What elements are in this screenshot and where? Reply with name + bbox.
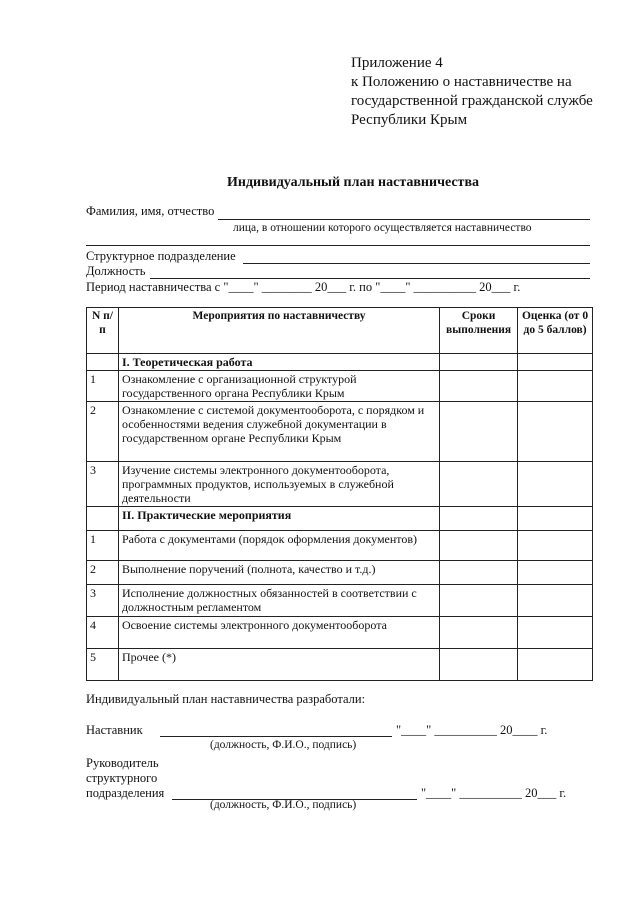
section-row (87, 507, 593, 531)
header-score: Оценка (от 0 до 5 баллов) (518, 308, 593, 354)
head-caption: (должность, Ф.И.О., подпись) (210, 799, 357, 811)
fio-caption: лица, в отношении которого осуществляется наставничество (233, 222, 532, 234)
row-number: 2 (87, 402, 119, 462)
score-cell[interactable] (518, 561, 593, 585)
row-text: Освоение системы электронного документооборота (118, 617, 439, 649)
row-number: 3 (87, 585, 119, 617)
plan-table (86, 307, 593, 681)
deadline-cell[interactable] (440, 585, 518, 617)
appendix-line: государственной гражданской службе (351, 93, 593, 109)
header-deadline: Сроки выполнения (440, 308, 518, 354)
mentor-caption: (должность, Ф.И.О., подпись) (210, 739, 357, 751)
row-text: Прочее (*) (118, 649, 439, 681)
row-number: 5 (87, 649, 119, 681)
mentor-date: "____" __________ 20____ г. (396, 723, 548, 737)
fio-field-line-2[interactable] (86, 245, 590, 246)
row-text: Работа с документами (порядок оформления документов) (118, 531, 439, 561)
fio-label: Фамилия, имя, отчество (86, 204, 215, 218)
mentor-field-line[interactable] (160, 736, 392, 737)
table-row (87, 402, 593, 462)
row-text: Ознакомление с организационной структурой государственного органа Республики Крым (118, 371, 439, 402)
section-title: II. Практические мероприятия (118, 507, 439, 531)
row-number: 1 (87, 531, 119, 561)
head-label-line: структурного (86, 771, 158, 785)
row-text: Выполнение поручений (полнота, качество и т.д.) (118, 561, 439, 585)
unit-field-line[interactable] (243, 263, 590, 264)
section-title: I. Теоретическая работа (118, 354, 439, 371)
deadline-cell[interactable] (440, 531, 518, 561)
position-field-line[interactable] (150, 278, 590, 279)
developed-by: Индивидуальный план наставничества разработали: (86, 692, 366, 706)
table-row (87, 462, 593, 507)
score-cell[interactable] (518, 617, 593, 649)
appendix-line: Приложение 4 (351, 55, 443, 71)
section-row (87, 354, 593, 371)
head-date: "____" __________ 20___ г. (421, 786, 567, 800)
score-cell[interactable] (518, 585, 593, 617)
score-cell[interactable] (518, 462, 593, 507)
deadline-cell[interactable] (440, 561, 518, 585)
deadline-cell[interactable] (440, 402, 518, 462)
table-row (87, 371, 593, 402)
deadline-cell[interactable] (440, 649, 518, 681)
row-number: 2 (87, 561, 119, 585)
score-cell[interactable] (518, 649, 593, 681)
head-label-line: Руководитель (86, 756, 159, 770)
score-cell[interactable] (518, 531, 593, 561)
header-event: Мероприятия по наставничеству (118, 308, 439, 354)
table-row (87, 649, 593, 681)
row-number: 3 (87, 462, 119, 507)
appendix-header (351, 54, 593, 130)
deadline-cell[interactable] (440, 371, 518, 402)
row-text: Ознакомление с системой документооборота, с порядком и особенностями ведения служебной документации в государственном органе Республики Крым (118, 402, 439, 462)
document-title: Индивидуальный план наставничества (226, 175, 479, 190)
row-text: Исполнение должностных обязанностей в соответствии с должностным регламентом (118, 585, 439, 617)
table-header-row (87, 308, 593, 354)
row-number: 4 (87, 617, 119, 649)
table-row (87, 531, 593, 561)
head-label-line: подразделения (86, 786, 165, 800)
appendix-line: Республики Крым (351, 112, 468, 128)
table-row (87, 617, 593, 649)
period-line: Период наставничества с "____" ________ 20___ г. по "____" __________ 20___ г. (86, 280, 521, 294)
appendix-line: к Положению о наставничестве на (351, 74, 572, 90)
score-cell[interactable] (518, 402, 593, 462)
deadline-cell[interactable] (440, 462, 518, 507)
deadline-cell[interactable] (440, 617, 518, 649)
score-cell[interactable] (518, 371, 593, 402)
unit-label: Структурное подразделение (86, 249, 236, 263)
header-num: N п/п (87, 308, 119, 354)
row-number: 1 (87, 371, 119, 402)
row-text: Изучение системы электронного документооборота, программных продуктов, используемых в служебной деятельности (118, 462, 439, 507)
fio-field-line[interactable] (218, 219, 590, 220)
table-row (87, 585, 593, 617)
table-row (87, 561, 593, 585)
position-label: Должность (86, 264, 146, 278)
mentor-label: Наставник (86, 723, 143, 737)
